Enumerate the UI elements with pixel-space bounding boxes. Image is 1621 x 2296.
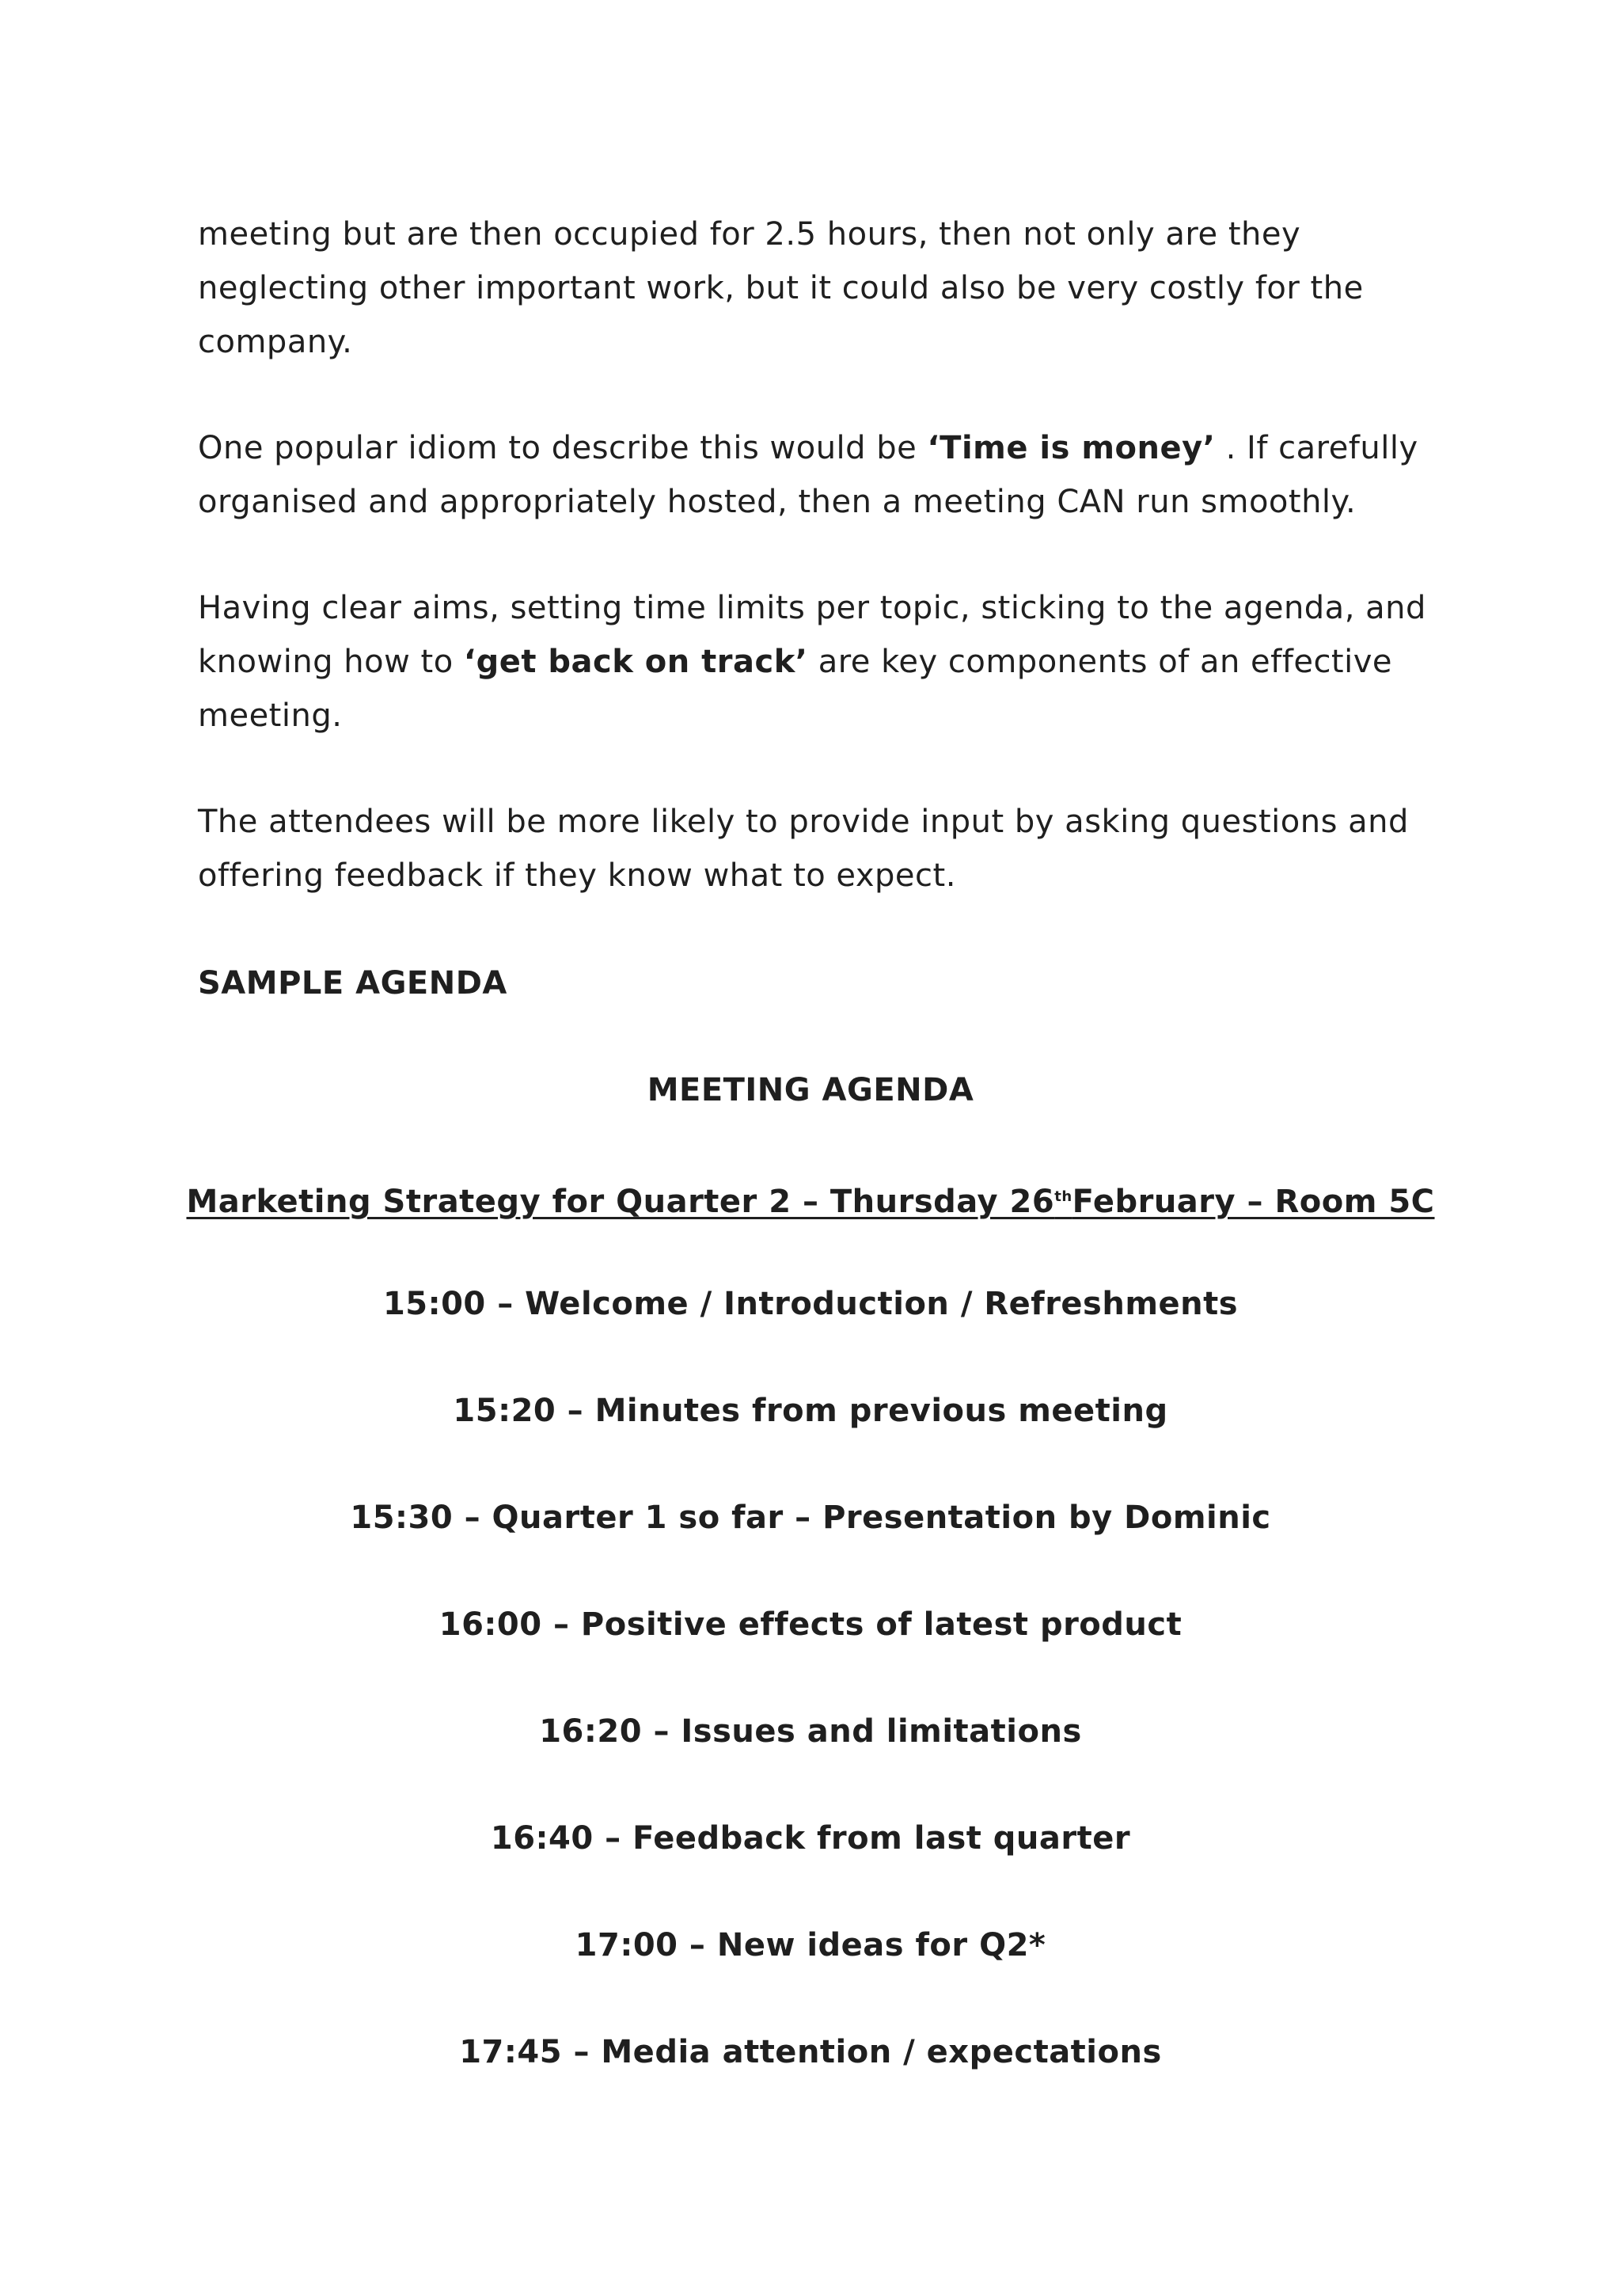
sample-agenda-heading: SAMPLE AGENDA — [198, 965, 507, 1002]
text-run: February – Room 5C — [1072, 1184, 1435, 1220]
agenda-item: 16:00 – Positive effects of latest product — [438, 1606, 1183, 1643]
agenda-item: 17:00 – New ideas for Q2* — [575, 1927, 1046, 1963]
agenda-item: 15:20 – Minutes from previous meeting — [453, 1393, 1168, 1429]
text-line — [198, 635, 1433, 689]
text-line — [198, 421, 1433, 475]
paragraph-attendees — [198, 795, 1433, 903]
text-run: . If carefully — [1215, 430, 1418, 466]
emphasis-time-is-money: ‘Time is money’ — [927, 430, 1216, 466]
text-line: company. — [198, 324, 353, 360]
paragraph-time-is-money — [198, 421, 1433, 529]
agenda-item: 16:20 – Issues and limitations — [539, 1713, 1082, 1750]
agenda-item: 16:40 – Feedback from last quarter — [490, 1820, 1131, 1857]
text-run: are key components of an effective — [807, 644, 1393, 680]
text-line: neglecting other important work, but it could also be very costly for the — [198, 270, 1364, 306]
text-run: Marketing Strategy for Quarter 2 – Thursday 26 — [186, 1184, 1055, 1220]
text-line: meeting. — [198, 698, 343, 734]
paragraph-key-components — [198, 581, 1433, 743]
text-run: One popular idiom to describe this would be — [198, 430, 928, 466]
text-run: knowing how to — [198, 644, 464, 680]
text-line: Having clear aims, setting time limits per topic, sticking to the agenda, and — [198, 590, 1426, 626]
agenda-item: 15:30 – Quarter 1 so far – Presentation by Dominic — [350, 1500, 1271, 1536]
agenda-title: MEETING AGENDA — [647, 1072, 974, 1108]
text-line: meeting but are then occupied for 2.5 hours, then not only are they — [198, 216, 1301, 253]
agenda-subtitle-text — [186, 1184, 1434, 1220]
text-line: offering feedback if they know what to expect. — [198, 857, 956, 894]
text-line: The attendees will be more likely to provide input by asking questions and — [198, 804, 1409, 840]
emphasis-get-back-on-track: ‘get back on track’ — [463, 644, 808, 680]
agenda-item: 15:00 – Welcome / Introduction / Refreshments — [382, 1286, 1239, 1322]
agenda-item: 17:45 – Media attention / expectations — [459, 2034, 1162, 2070]
ordinal-suffix: th — [1054, 1188, 1072, 1205]
paragraph-meeting-cost — [198, 207, 1433, 369]
text-line: organised and appropriately hosted, then a meeting CAN run smoothly. — [198, 484, 1357, 520]
agenda-subtitle — [0, 1170, 1621, 1224]
